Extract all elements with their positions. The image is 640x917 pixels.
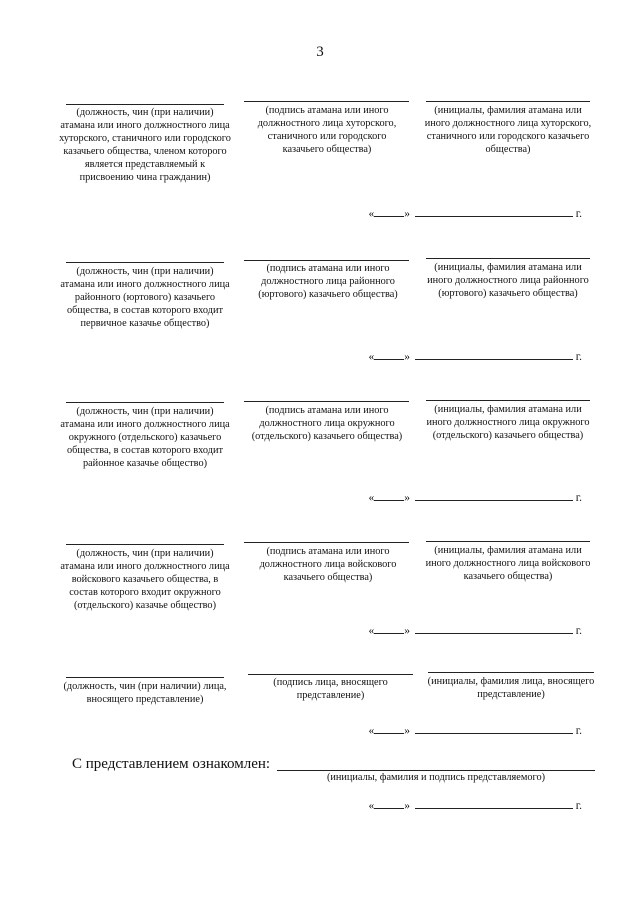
date-suffix: г. — [575, 351, 582, 363]
signature-line — [248, 674, 413, 675]
date-field — [368, 799, 582, 812]
date-day-blank — [374, 491, 404, 501]
date-suffix: г. — [575, 492, 582, 504]
acquainted-label: С представлением ознакомлен: — [72, 756, 271, 772]
date-day-blank — [374, 350, 404, 360]
signature-line — [244, 101, 409, 102]
acquainted-signature-line — [277, 770, 595, 771]
date-field — [368, 491, 582, 504]
date-field — [368, 724, 582, 737]
date-month-year-blank — [415, 350, 573, 360]
signature-caption: (подпись атамана или иного должностного лица окружного (отдельского) казачьего общества) — [251, 405, 403, 442]
acquainted-caption: (инициалы, фамилия и подпись представляемого) — [326, 772, 546, 783]
date-day-blank — [374, 624, 404, 634]
date-open-quote: « — [368, 725, 375, 737]
date-day-blank — [374, 724, 404, 734]
name-caption: (инициалы, фамилия атамана или иного должностного лица войскового казачьего общества) — [425, 545, 591, 582]
position-caption: (должность, чин (при наличии) атамана или иного должностного лица районного (юртового) казачьего общества, в состав которого входит первичное казачье общество) — [60, 266, 230, 329]
date-field — [368, 350, 582, 363]
position-line — [66, 262, 224, 263]
date-suffix: г. — [575, 800, 582, 812]
signature-line — [244, 401, 409, 402]
date-field — [368, 624, 582, 637]
name-caption: (инициалы, фамилия атамана или иного должностного лица хуторского, станичного или городского казачьего общества) — [424, 105, 592, 155]
date-suffix: г. — [575, 625, 582, 637]
date-close-quote: » — [404, 492, 410, 504]
signature-caption: (подпись лица, вносящего представление) — [273, 677, 388, 701]
date-day-blank — [374, 207, 404, 217]
date-suffix: г. — [575, 208, 582, 220]
date-field — [368, 207, 582, 220]
position-line — [66, 677, 224, 678]
name-caption: (инициалы, фамилия лица, вносящего представление) — [427, 676, 595, 700]
date-suffix: г. — [575, 725, 582, 737]
position-line — [66, 402, 224, 403]
date-day-blank — [374, 799, 404, 809]
signature-caption: (подпись атамана или иного должностного лица войскового казачьего общества) — [259, 546, 397, 583]
date-open-quote: « — [368, 351, 375, 363]
date-month-year-blank — [415, 799, 573, 809]
date-close-quote: » — [404, 725, 410, 737]
name-line — [426, 400, 590, 401]
date-month-year-blank — [415, 207, 573, 217]
name-line — [426, 258, 590, 259]
position-caption: (должность, чин (при наличии) атамана или иного должностного лица войскового казачьего общества, в состав которого входит окружного (отдельского) казачье общество) — [60, 548, 230, 611]
name-caption: (инициалы, фамилия атамана или иного должностного лица районного (юртового) казачьего общества) — [427, 262, 589, 299]
date-open-quote: « — [368, 625, 375, 637]
signature-line — [244, 542, 409, 543]
date-close-quote: » — [404, 208, 410, 220]
date-open-quote: « — [368, 208, 375, 220]
position-caption: (должность, чин (при наличии) лица, вносящего представление) — [63, 681, 227, 705]
position-caption: (должность, чин (при наличии) атамана или иного должностного лица хуторского, станичного или городского казачьего общества, членом которого является представляемый к присвоению чина гражданин) — [59, 107, 231, 183]
signature-caption: (подпись атамана или иного должностного лица районного (юртового) казачьего общества) — [258, 263, 398, 300]
date-open-quote: « — [368, 492, 375, 504]
page-number: 3 — [316, 44, 324, 60]
date-month-year-blank — [415, 624, 573, 634]
name-caption: (инициалы, фамилия атамана или иного должностного лица окружного (отдельского) казачьего общества) — [426, 404, 590, 441]
signature-line — [244, 260, 409, 261]
position-caption: (должность, чин (при наличии) атамана или иного должностного лица окружного (отдельского) казачьего общества, в состав которого входит районное казачье общество) — [60, 406, 230, 469]
name-line — [426, 541, 590, 542]
date-month-year-blank — [415, 724, 573, 734]
date-open-quote: « — [368, 800, 375, 812]
name-line — [426, 101, 590, 102]
date-close-quote: » — [404, 800, 410, 812]
name-line — [428, 672, 594, 673]
signature-caption: (подпись атамана или иного должностного лица хуторского, станичного или городского казачьего общества) — [257, 105, 397, 155]
date-close-quote: » — [404, 351, 410, 363]
date-close-quote: » — [404, 625, 410, 637]
position-line — [66, 104, 224, 105]
date-month-year-blank — [415, 491, 573, 501]
position-line — [66, 544, 224, 545]
